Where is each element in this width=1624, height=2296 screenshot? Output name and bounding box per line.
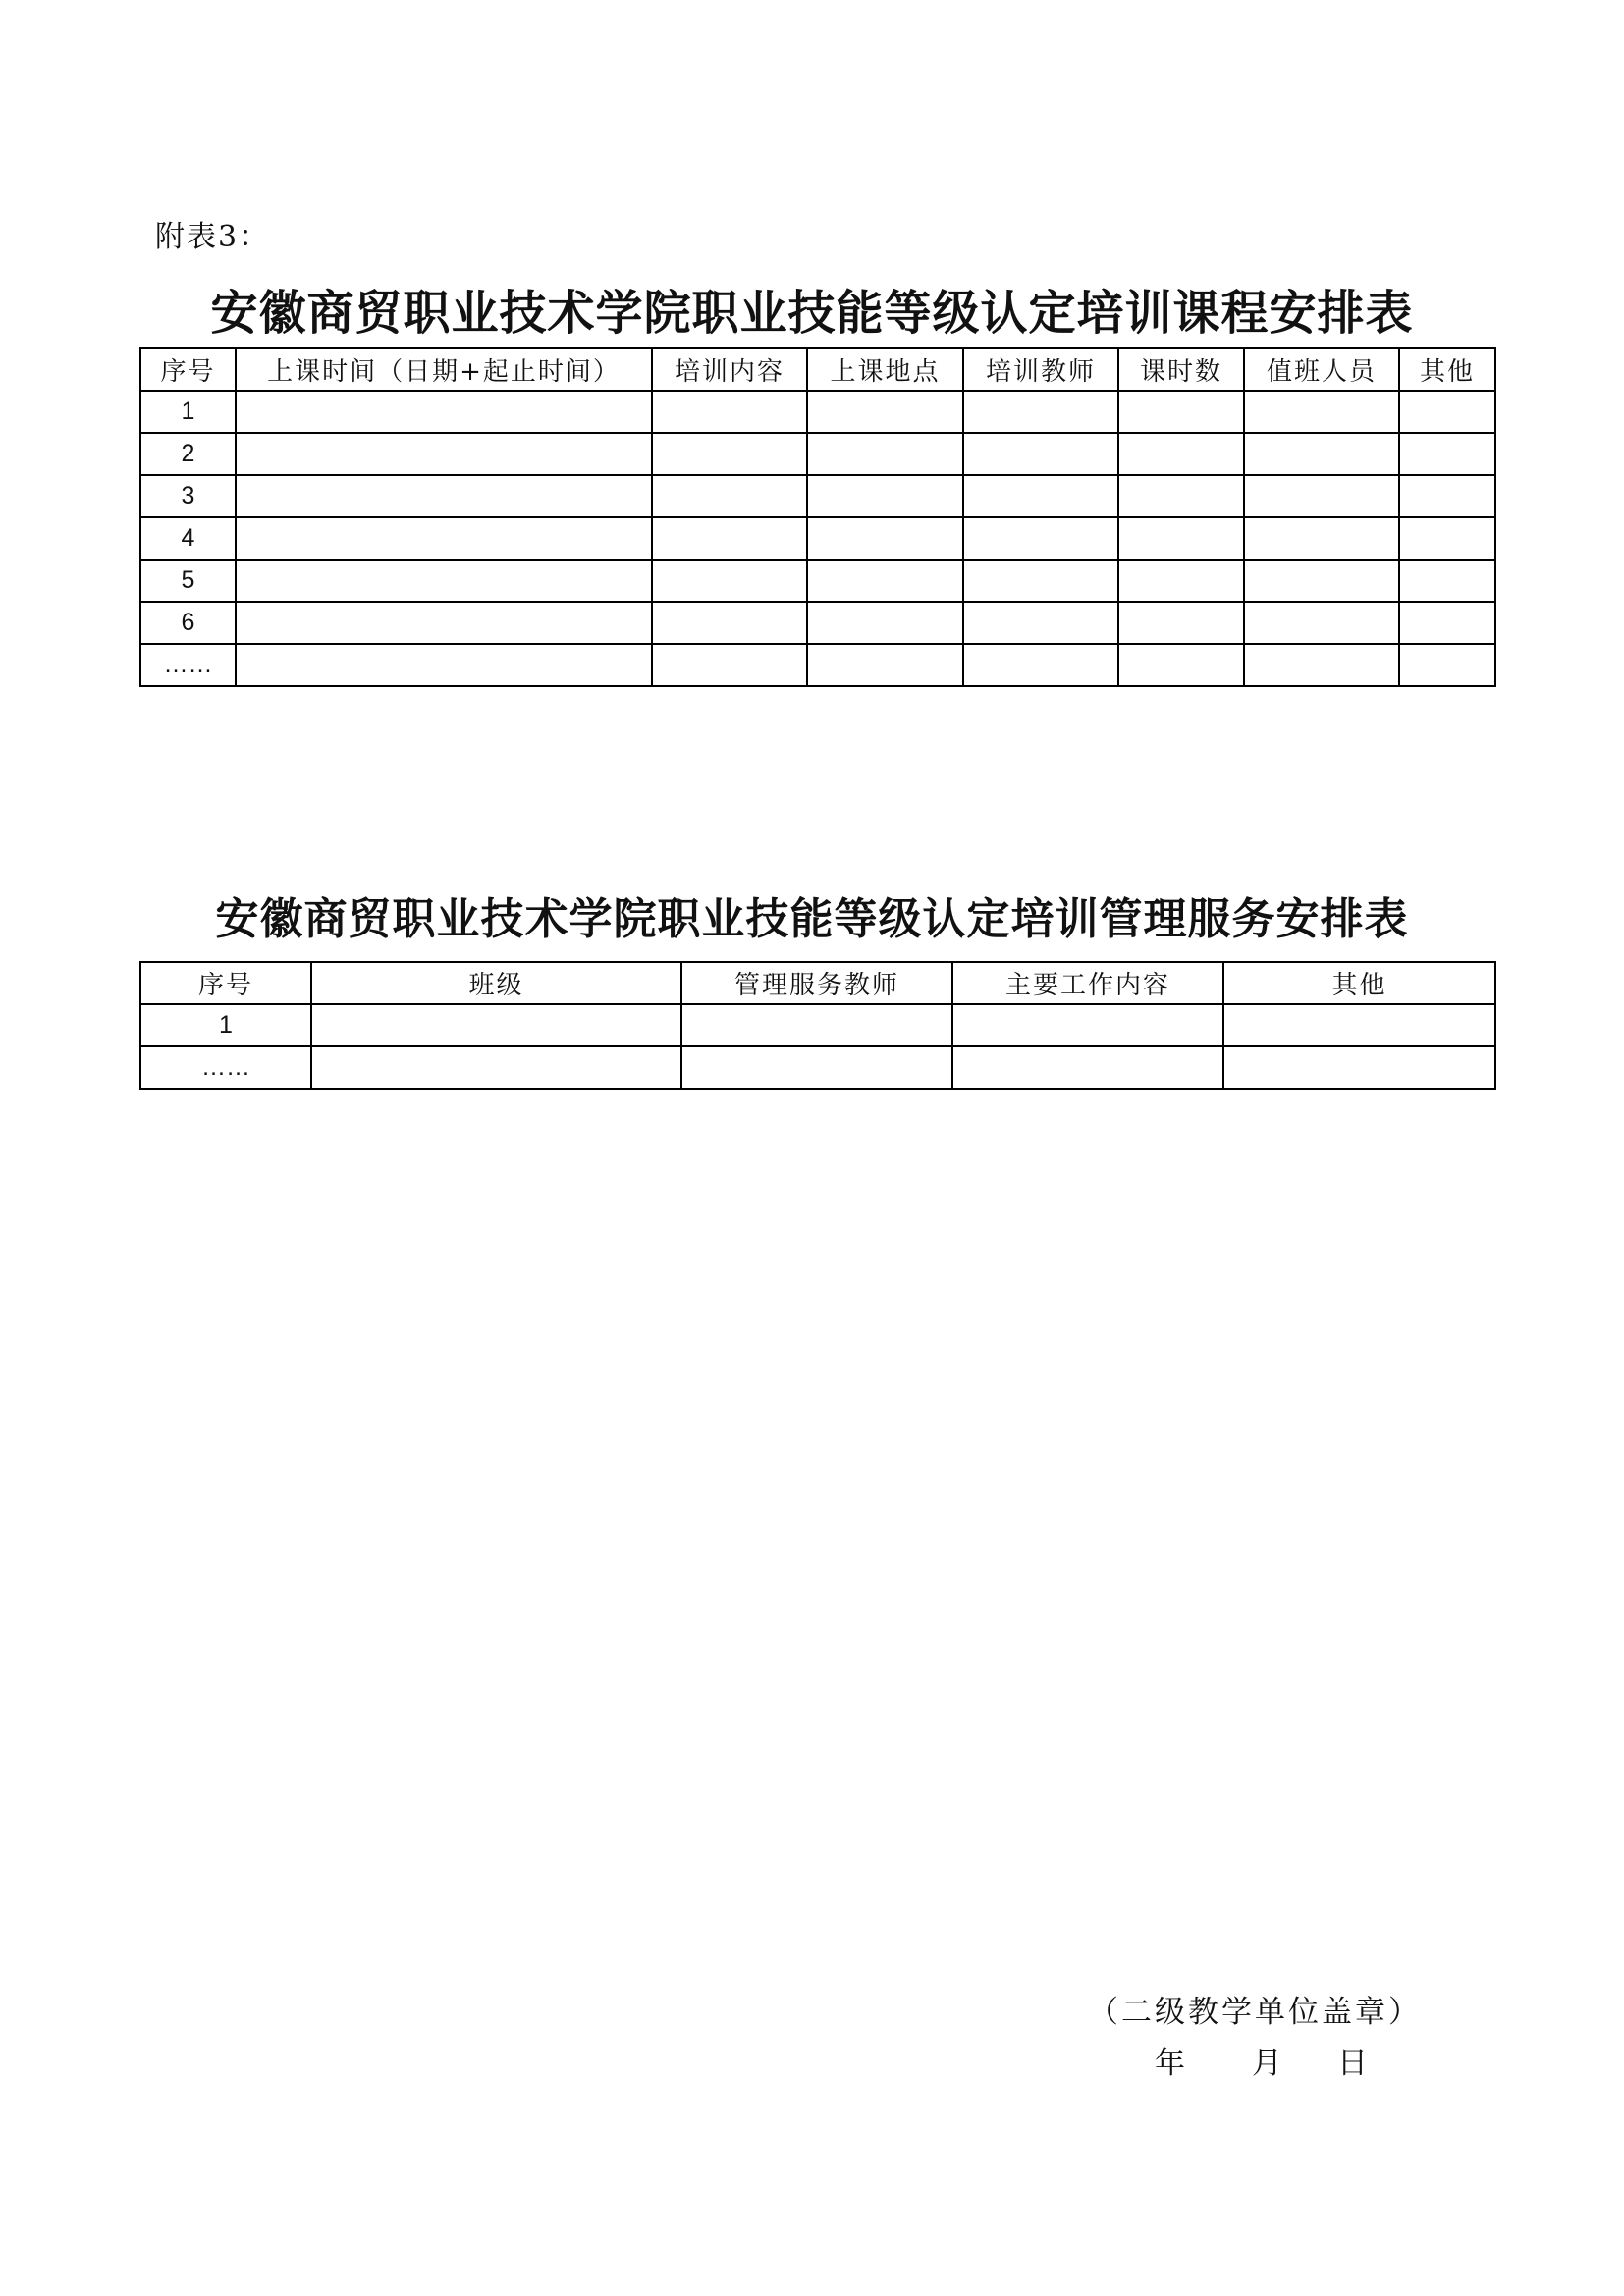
work-content-cell[interactable] — [952, 1046, 1223, 1089]
class-time-cell[interactable] — [236, 644, 652, 686]
header-other: 其他 — [1399, 348, 1495, 391]
content-cell[interactable] — [652, 391, 807, 433]
duty-cell[interactable] — [1244, 475, 1399, 517]
other-cell[interactable] — [1399, 475, 1495, 517]
service-teacher-cell[interactable] — [681, 1004, 952, 1046]
hours-cell[interactable] — [1118, 517, 1244, 560]
other-cell[interactable] — [1399, 644, 1495, 686]
header-service-teacher: 管理服务教师 — [681, 962, 952, 1004]
content-cell[interactable] — [652, 475, 807, 517]
content-cell[interactable] — [652, 433, 807, 475]
hours-cell[interactable] — [1118, 475, 1244, 517]
table-row — [140, 1004, 1495, 1046]
teacher-cell[interactable] — [963, 475, 1118, 517]
table-row — [140, 644, 1495, 686]
row-number: 1 — [140, 1004, 311, 1046]
location-cell[interactable] — [807, 602, 963, 644]
duty-cell[interactable] — [1244, 560, 1399, 602]
content-cell[interactable] — [652, 560, 807, 602]
content-cell[interactable] — [652, 517, 807, 560]
teacher-cell[interactable] — [963, 517, 1118, 560]
location-cell[interactable] — [807, 517, 963, 560]
class-time-cell[interactable] — [236, 475, 652, 517]
row-number: 1 — [140, 391, 236, 433]
location-cell[interactable] — [807, 644, 963, 686]
teacher-cell[interactable] — [963, 560, 1118, 602]
class-time-cell[interactable] — [236, 560, 652, 602]
other-cell[interactable] — [1399, 391, 1495, 433]
table-row — [140, 433, 1495, 475]
table-row — [140, 391, 1495, 433]
teacher-cell[interactable] — [963, 391, 1118, 433]
header-class-time: 上课时间（日期+起止时间） — [236, 348, 652, 391]
row-number: 2 — [140, 433, 236, 475]
location-cell[interactable] — [807, 475, 963, 517]
service-schedule-table — [139, 961, 1496, 1090]
other-cell[interactable] — [1223, 1046, 1495, 1089]
other-cell[interactable] — [1399, 517, 1495, 560]
duty-cell[interactable] — [1244, 433, 1399, 475]
duty-cell[interactable] — [1244, 517, 1399, 560]
duty-cell[interactable] — [1244, 391, 1399, 433]
other-cell[interactable] — [1399, 433, 1495, 475]
other-cell[interactable] — [1399, 560, 1495, 602]
other-cell[interactable] — [1399, 602, 1495, 644]
row-number: …… — [140, 644, 236, 686]
table-row — [140, 602, 1495, 644]
class-cell[interactable] — [311, 1046, 681, 1089]
hours-cell[interactable] — [1118, 391, 1244, 433]
hours-cell[interactable] — [1118, 644, 1244, 686]
teacher-cell[interactable] — [963, 644, 1118, 686]
header-serial: 序号 — [140, 962, 311, 1004]
header-location: 上课地点 — [807, 348, 963, 391]
row-number: 4 — [140, 517, 236, 560]
hours-cell[interactable] — [1118, 560, 1244, 602]
row-number: …… — [140, 1046, 311, 1089]
course-table-title: 安徽商贸职业技术学院职业技能等级认定培训课程安排表 — [210, 286, 1414, 341]
class-time-cell[interactable] — [236, 517, 652, 560]
hours-cell[interactable] — [1118, 602, 1244, 644]
row-number: 3 — [140, 475, 236, 517]
annex-label: 附表3： — [155, 220, 271, 254]
service-teacher-cell[interactable] — [681, 1046, 952, 1089]
table-row — [140, 517, 1495, 560]
table-row — [140, 1046, 1495, 1089]
row-number: 6 — [140, 602, 236, 644]
table-header-row — [140, 962, 1495, 1004]
header-other: 其他 — [1223, 962, 1495, 1004]
table-row — [140, 560, 1495, 602]
content-cell[interactable] — [652, 602, 807, 644]
table-row — [140, 475, 1495, 517]
content-cell[interactable] — [652, 644, 807, 686]
location-cell[interactable] — [807, 391, 963, 433]
class-time-cell[interactable] — [236, 433, 652, 475]
header-teacher: 培训教师 — [963, 348, 1118, 391]
header-duty-staff: 值班人员 — [1244, 348, 1399, 391]
header-training-content: 培训内容 — [652, 348, 807, 391]
hours-cell[interactable] — [1118, 433, 1244, 475]
location-cell[interactable] — [807, 560, 963, 602]
course-schedule-table — [139, 347, 1496, 687]
duty-cell[interactable] — [1244, 602, 1399, 644]
stamp-note: （二级教学单位盖章） — [1088, 1995, 1422, 2030]
header-main-work: 主要工作内容 — [952, 962, 1223, 1004]
day-label: 日 — [1337, 2046, 1368, 2081]
service-table-title: 安徽商贸职业技术学院职业技能等级认定培训管理服务安排表 — [215, 894, 1409, 944]
teacher-cell[interactable] — [963, 602, 1118, 644]
location-cell[interactable] — [807, 433, 963, 475]
class-time-cell[interactable] — [236, 602, 652, 644]
header-hours: 课时数 — [1118, 348, 1244, 391]
other-cell[interactable] — [1223, 1004, 1495, 1046]
work-content-cell[interactable] — [952, 1004, 1223, 1046]
header-class: 班级 — [311, 962, 681, 1004]
class-time-cell[interactable] — [236, 391, 652, 433]
year-label: 年 — [1155, 2046, 1185, 2081]
header-serial: 序号 — [140, 348, 236, 391]
table-header-row — [140, 348, 1495, 391]
row-number: 5 — [140, 560, 236, 602]
month-label: 月 — [1252, 2046, 1282, 2081]
teacher-cell[interactable] — [963, 433, 1118, 475]
class-cell[interactable] — [311, 1004, 681, 1046]
duty-cell[interactable] — [1244, 644, 1399, 686]
